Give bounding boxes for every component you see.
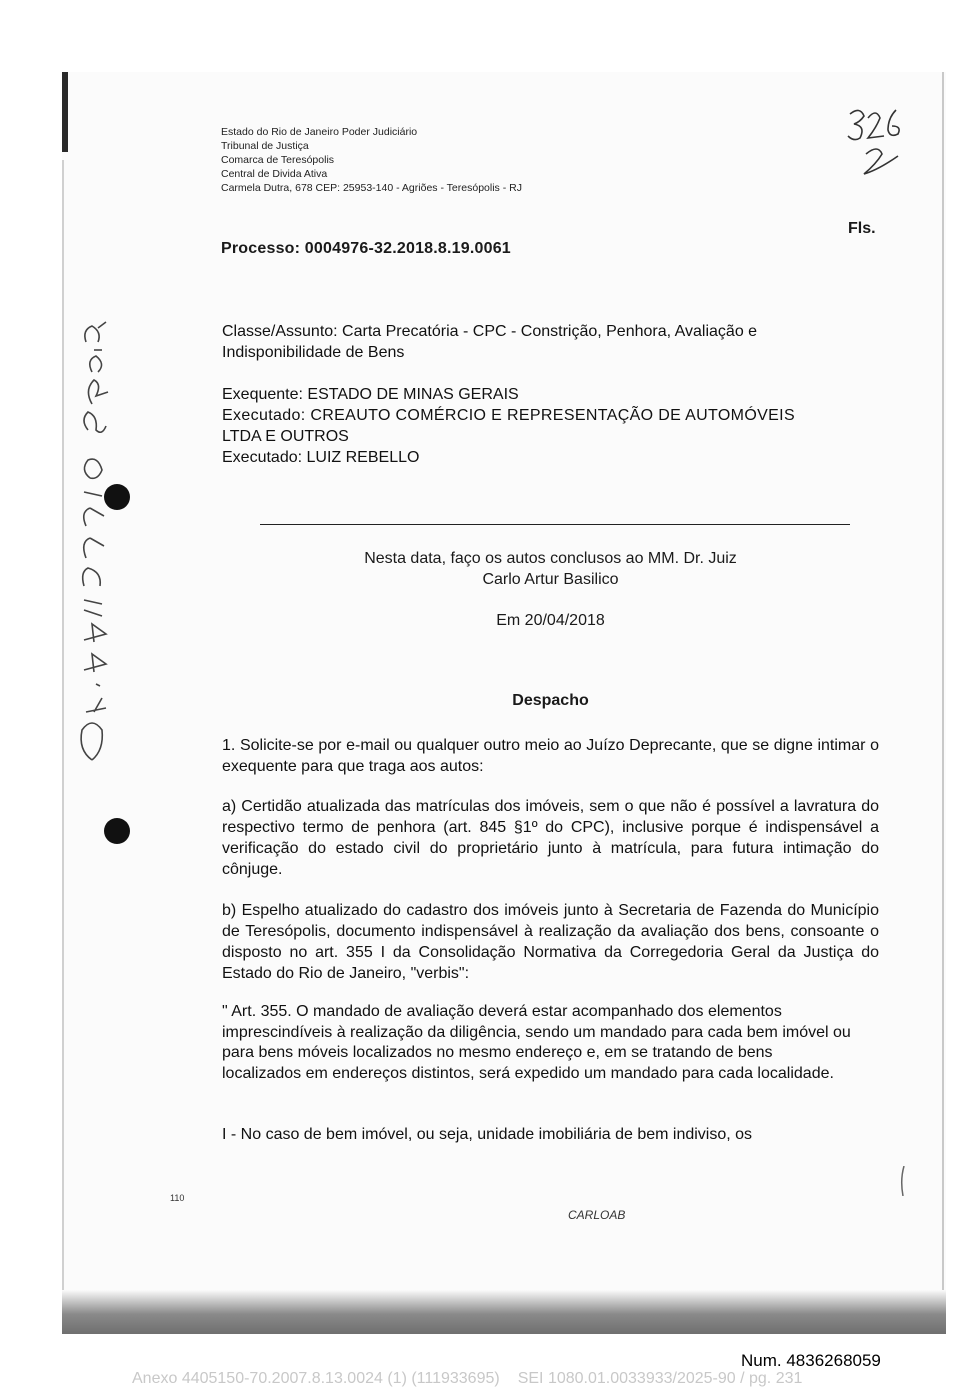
classe-line-2: Indisponibilidade de Bens [222,344,405,361]
parties [222,384,879,468]
executado-1-line-2: LTDA E OUTROS [222,428,349,445]
judge-name: Carlo Artur Basilico [482,571,619,588]
exequente: Exequente: ESTADO DE MINAS GERAIS [222,386,519,403]
quoted-article: " Art. 355. O mandado de avaliação deverá estar acompanhado dos elementos imprescindíveis à realização da diligência, sendo um mandado para cada bem imóvel ou para bens móveis localizados no mesmo endereço e, em se tratando de bens localizados em endereços distintos, será expedido um mandado para cada localidade. [222,1003,851,1082]
signature-code: CARLOAB [568,1208,626,1222]
executado-1-line-1: Executado: CREAUTO COMÉRCIO E REPRESENTAÇÃO DE AUTOMÓVEIS [222,407,795,424]
conclusion-note [222,548,879,590]
classe-line-1-text: Classe/Assunto: Carta Precatória - CPC - Constrição, Penhora, Avaliação e [222,323,758,340]
scan-right-edge [942,72,944,1332]
document-num: Num. 4836268059 [741,1351,881,1370]
divider-rule [260,524,850,525]
court-header [221,125,522,195]
handwritten-page-number [838,104,918,184]
edge-mark [898,1166,906,1196]
footer-sei: SEI 1080.01.0033933/2025-90 / pg. 231 [517,1370,803,1387]
conclusion-date: Em 20/04/2018 [496,612,605,629]
scan-left-edge [62,160,64,1290]
footer-stamp [132,1370,820,1388]
header-line-5: Carmela Dutra, 678 CEP: 25953-140 - Agriões - Teresópolis - RJ [221,182,522,194]
footer-anexo: Anexo 4405150-70.2007.8.13.0024 (1) (111933695) [132,1370,500,1387]
paragraph-1: 1. Solicite-se por e-mail ou qualquer outro meio ao Juízo Deprecante, que se digne intimar o exequente para que traga aos autos: [222,737,879,775]
paragraph-a: a) Certidão atualizada das matrículas dos imóveis, sem o que não é possível a lavratura do respectivo termo de penhora (art. 845 §1º do CPC), inclusive porque é indispensável a verificação do estado civil do proprietário junto à matrícula, para futura intimação do cônjuge. [222,798,879,878]
handwritten-margin-note [72,320,142,770]
page-number: 110 [170,1193,185,1203]
header-line-1: Estado do Rio de Janeiro Poder Judiciário [221,126,418,138]
classe-assunto [222,321,879,363]
punch-hole-top [104,484,130,510]
header-line-3: Comarca de Teresópolis [221,154,335,166]
header-line-4: Central de Divida Ativa [221,168,328,180]
executado-2: Executado: LUIZ REBELLO [222,449,420,466]
header-line-2: Tribunal de Justiça [221,140,309,152]
scan-edge-shadow [62,72,68,152]
despacho-title: Despacho [512,692,589,709]
punch-hole-bottom [104,818,130,844]
item-i: I - No caso de bem imóvel, ou seja, unidade imobiliária de bem indiviso, os [222,1126,753,1143]
fls-label: Fls. [848,220,876,237]
classe-line-1 [222,321,879,342]
paragraph-b: b) Espelho atualizado do cadastro dos imóveis junto à Secretaria de Fazenda do Município de Teresópolis, documento indispensável à realização da avaliação dos bens, consoante o disposto no art. 355 I da Consolidação Normativa da Corregedoria Geral da Justiça do Estado do Rio de Janeiro, "verbis": [222,902,879,982]
process-number: Processo: 0004976-32.2018.8.19.0061 [221,240,511,257]
scan-bottom-shadow [62,1290,946,1334]
conclusion-line-1: Nesta data, faço os autos conclusos ao MM. Dr. Juiz [364,550,737,567]
